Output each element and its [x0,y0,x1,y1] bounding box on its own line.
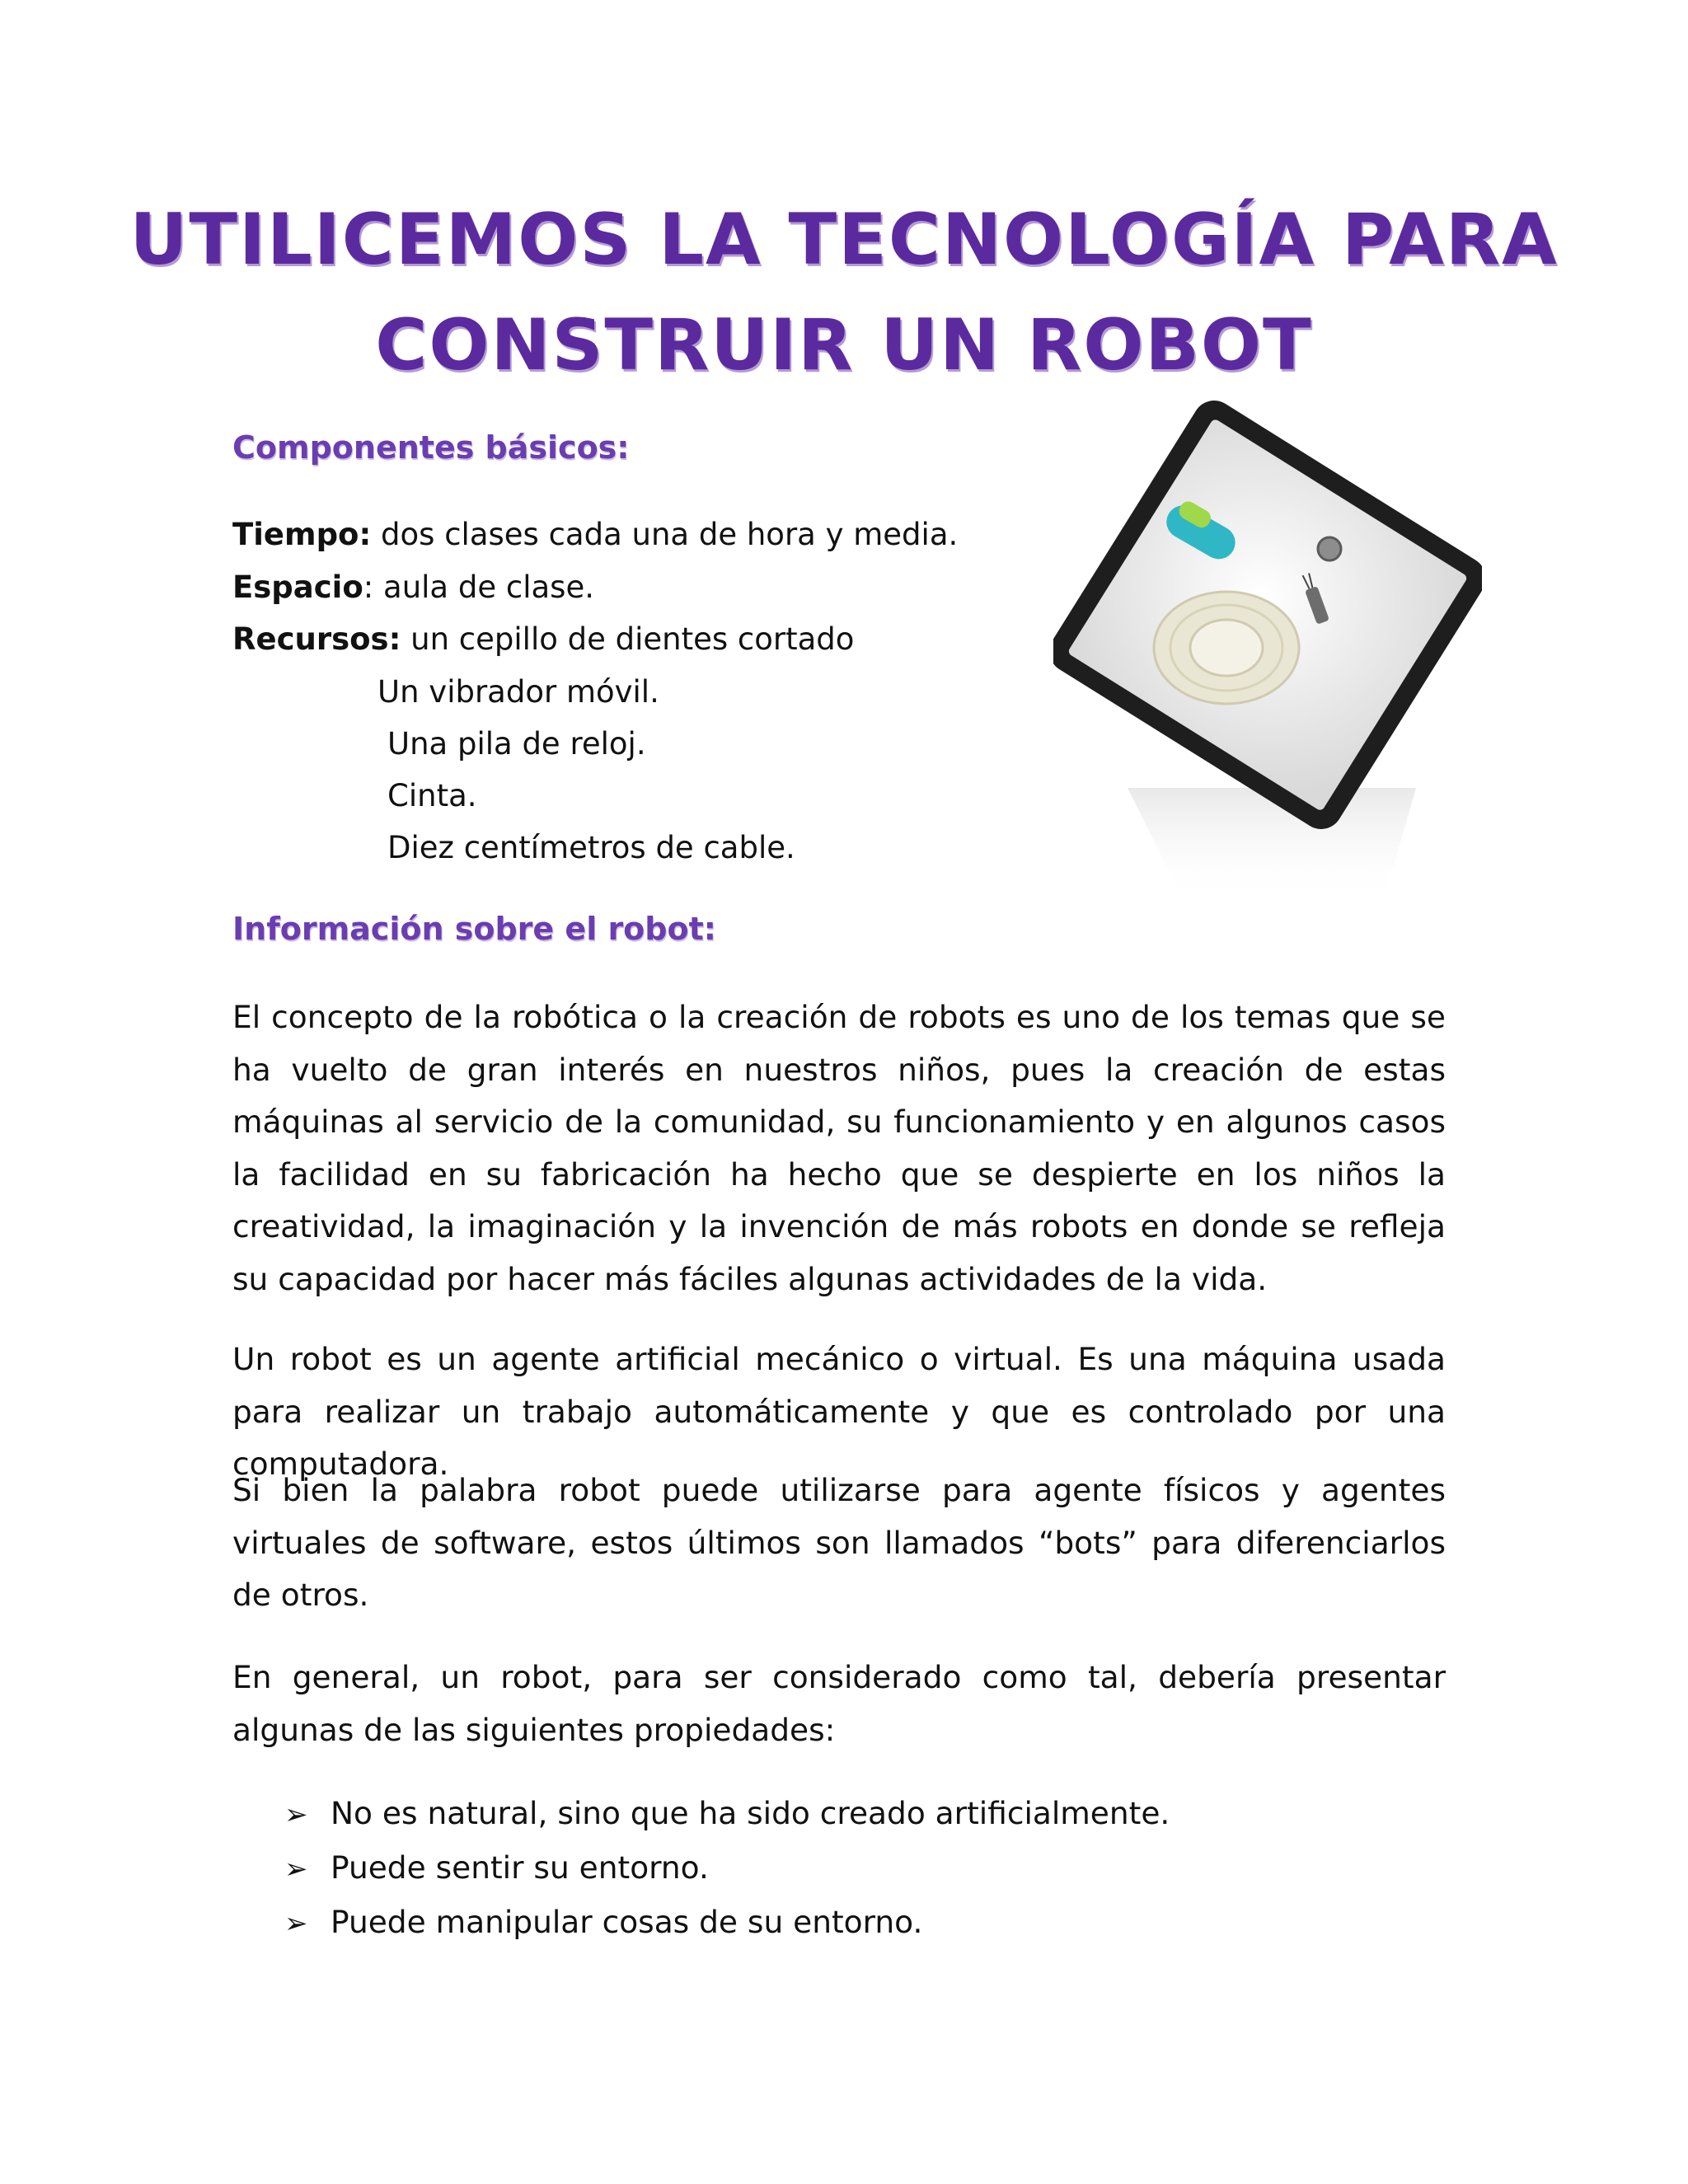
arrow-bullet-icon: ➢ [284,1853,308,1886]
tape-roll [1154,592,1299,704]
list-item [284,1841,1170,1896]
list-item-text: Puede sentir su entorno. [331,1849,709,1886]
espacio-label: Espacio [232,569,363,605]
tiempo-value: dos clases cada una de hora y media. [371,517,959,552]
tiempo-line [232,519,958,550]
info-paragraph-2: Un robot es un agente artificial mecánico o virtual. Es una máquina usada para realizar un trabajo automáticamente y que es controlado por una computadora. [232,1341,1446,1482]
info-paragraph-4: En general, un robot, para ser considerado como tal, debería presentar algunas de las siguientes propiedades: [232,1659,1446,1748]
espacio-value: : aula de clase. [363,569,594,605]
info-heading: Información sobre el robot: [232,911,716,947]
list-item-text: No es natural, sino que ha sido creado artificialmente. [331,1795,1170,1831]
resource-item: Diez centímetros de cable. [387,830,795,865]
tablet-reflection [1128,788,1416,903]
espacio-line [232,569,594,605]
tiempo-label: Tiempo: [232,517,372,552]
resource-item: Un vibrador móvil. [377,674,659,710]
arrow-bullet-icon: ➢ [284,1798,308,1831]
list-item [284,1896,1170,1950]
resource-item: Una pila de reloj. [387,726,646,762]
robot-components-photo [1053,401,1482,912]
info-paragraph-3: Si bien la palabra robot puede utilizarse para agente físicos y agentes virtuales de software, estos últimos son llamados “bots” para diferenciarlos de otros. [232,1472,1446,1613]
list-item-text: Puede manipular cosas de su entorno. [331,1904,923,1940]
page-title-line-2: CONSTRUIR UN ROBOT [375,304,1313,387]
coin-battery [1318,537,1341,560]
page-title-line-1: UTILICEMOS LA TECNOLOGÍA PARA [129,199,1559,281]
recursos-line [232,621,855,657]
recursos-label: Recursos: [232,621,401,657]
list-item [284,1787,1170,1841]
properties-list [284,1787,1170,1950]
resource-item: Cinta. [387,778,477,813]
recursos-value: un cepillo de dientes cortado [401,621,855,657]
info-paragraph-1: El concepto de la robótica o la creación de robots es uno de los temas que se ha vuelto de gran interés en nuestros niños, pues la creación de estas máquinas al servicio de la comunidad, su funcionamiento y en algunos casos la facilidad en su fabricación ha hecho que se despierte en los niños la creatividad, la imaginación y la invención de más robots en donde se refleja su capacidad por hacer más fáciles algunas actividades de la vida. [232,999,1446,1297]
components-heading: Componentes básicos: [232,429,630,466]
arrow-bullet-icon: ➢ [284,1907,308,1940]
